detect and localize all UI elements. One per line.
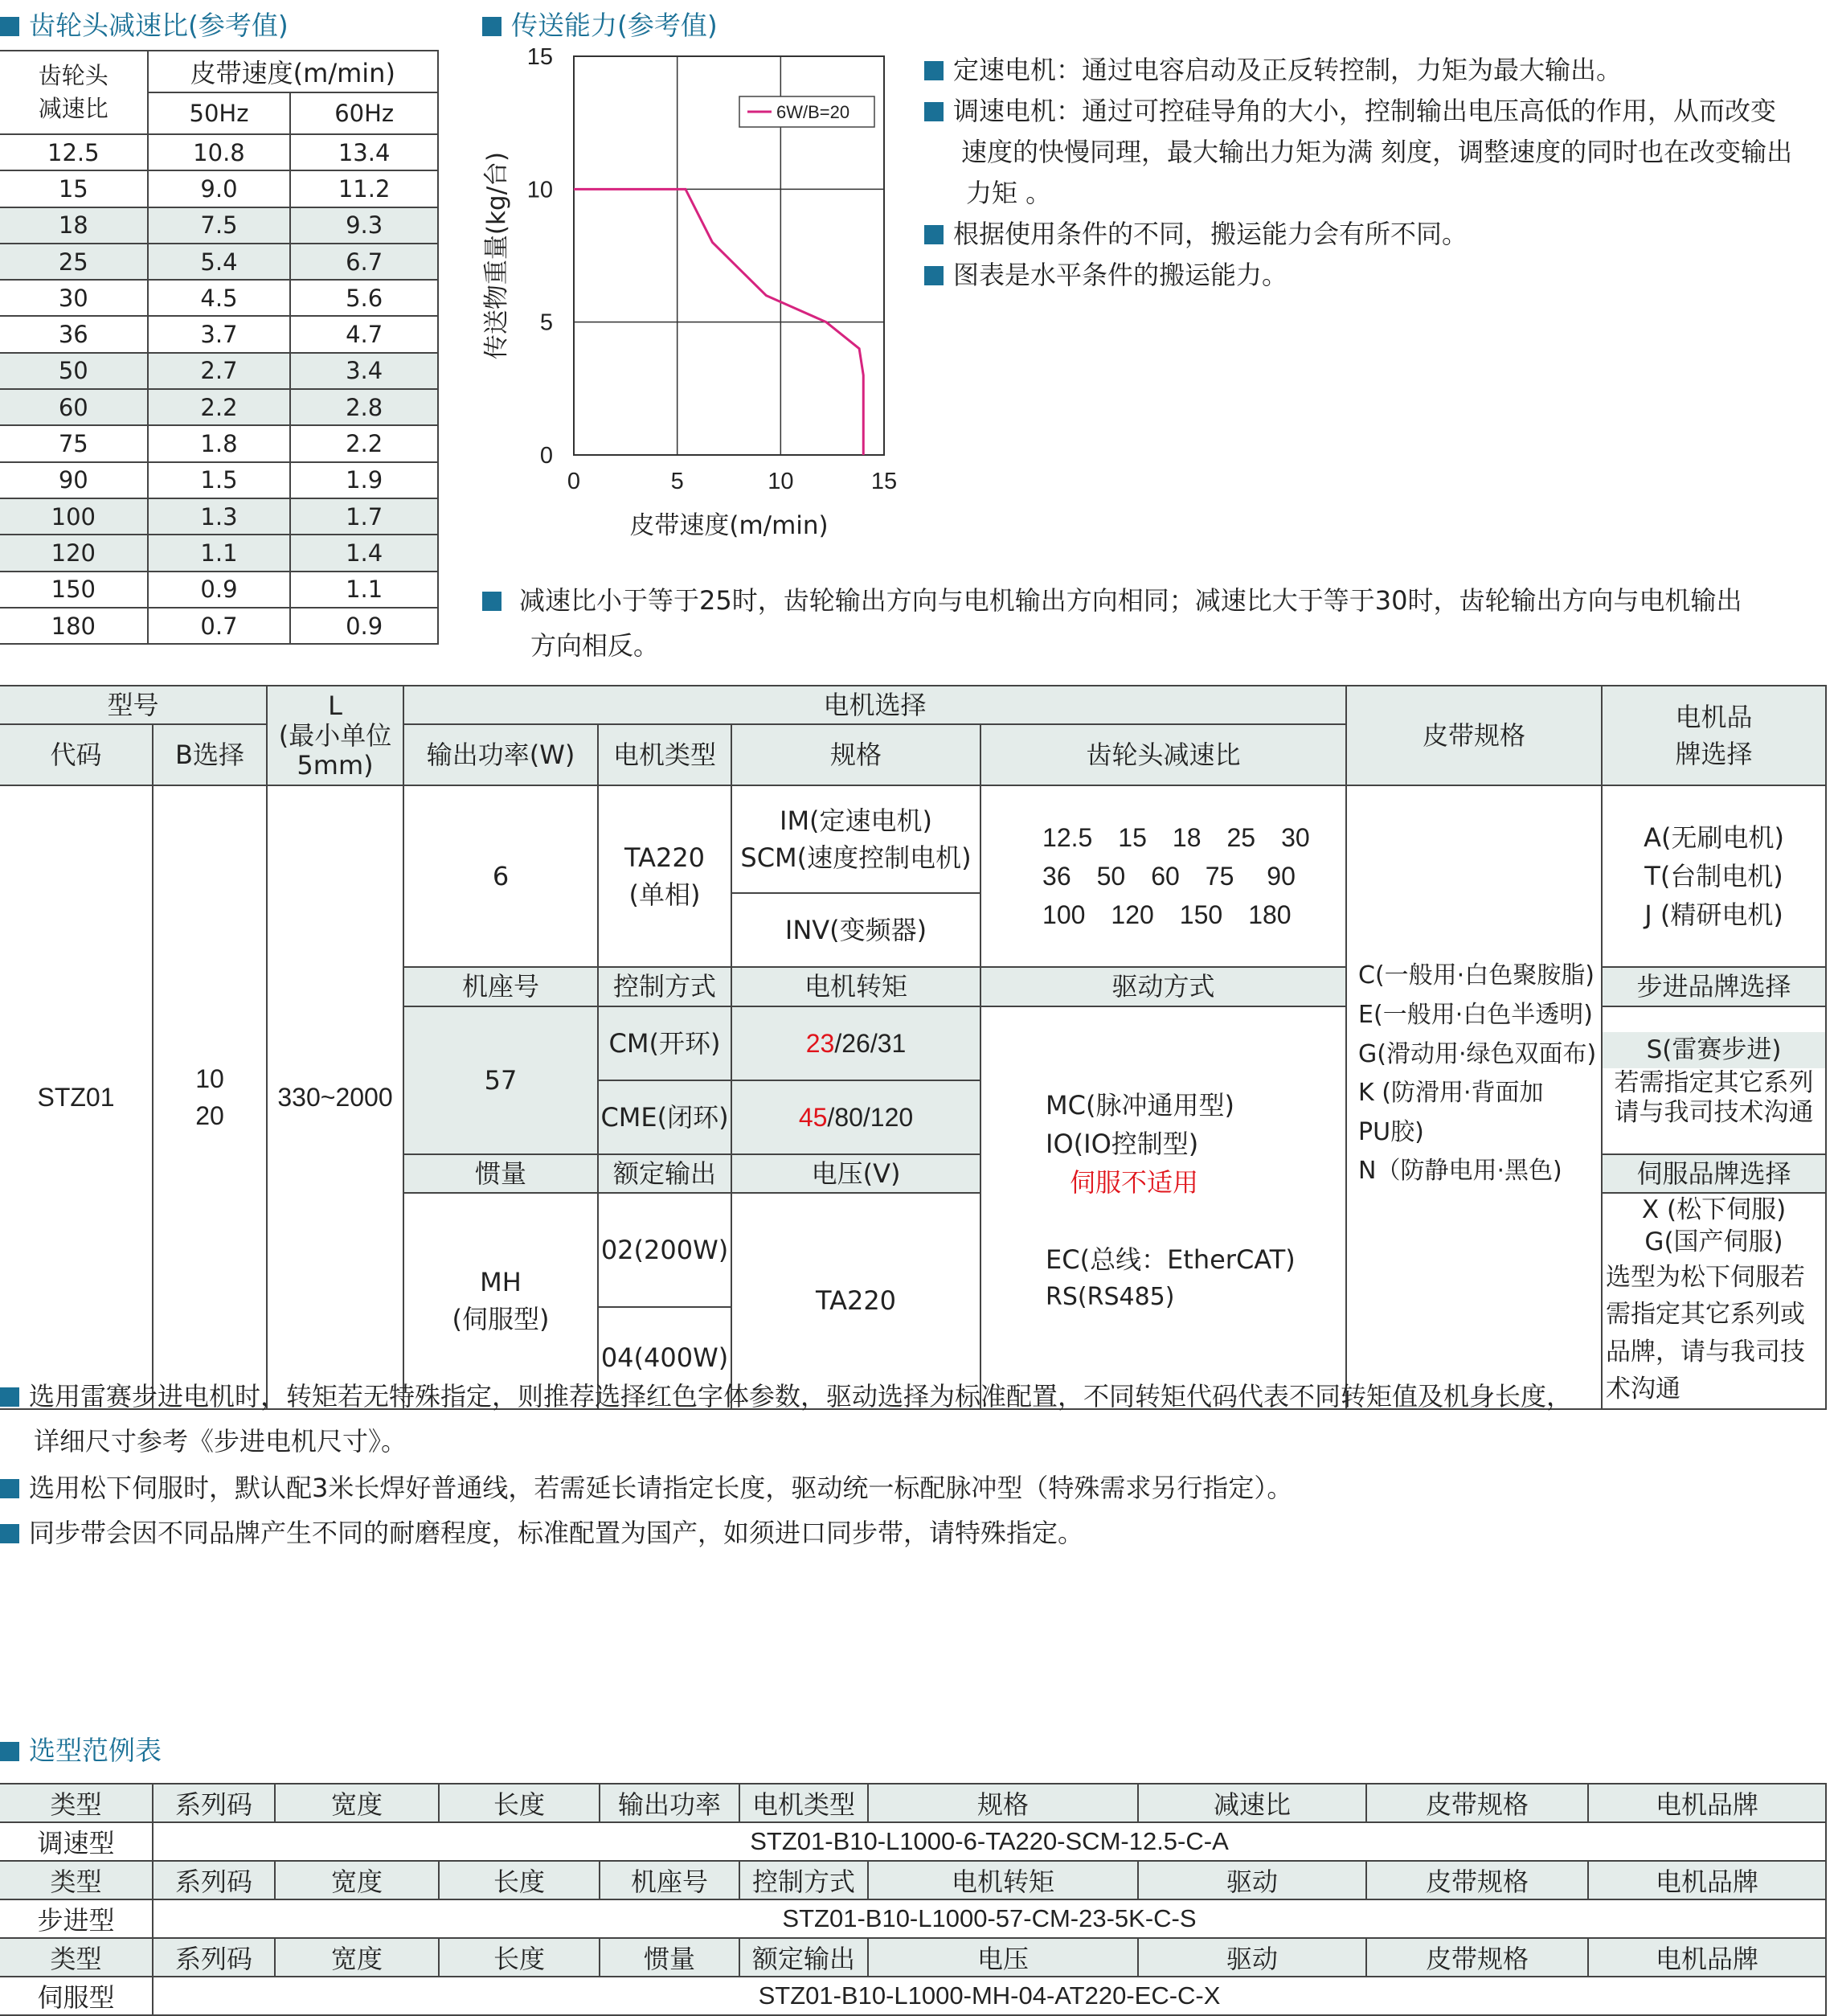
example-header-cell: 宽度: [275, 1784, 439, 1822]
example-header-cell: 惯量: [600, 1938, 739, 1977]
ratio-cell-ratio: 120: [0, 535, 148, 571]
ratio-row: [0, 389, 438, 425]
example-type-cell: 调速型: [0, 1822, 153, 1861]
square-bullet-icon: [482, 592, 501, 611]
square-bullet-icon: [924, 225, 944, 244]
torque-cell: 45/80/120: [731, 1080, 980, 1154]
square-bullet-icon: [924, 266, 944, 285]
gear-ratio-cell: 12.5 15 18 25 30 36 50 60 75 90 100 120 150 180: [980, 785, 1346, 967]
example-type-cell: 伺服型: [0, 1977, 153, 2015]
motor-note: 调速电机：通过可控硅导角的大小，控制输出电压高低的作用，从而改变: [924, 91, 1792, 132]
examples-table: [0, 1783, 1827, 2016]
motor-notes: [924, 50, 1792, 296]
control-cell: CME(闭环): [598, 1080, 731, 1154]
example-code-cell: STZ01-B10-L1000-MH-04-AT220-EC-C-X: [153, 1977, 1826, 2015]
square-bullet-icon: [924, 102, 944, 121]
example-header-cell: 额定输出: [739, 1938, 868, 1977]
example-header-cell: 宽度: [275, 1938, 439, 1977]
ratio-cell-ratio: 30: [0, 280, 148, 316]
ratio-col-header: 齿轮头 减速比: [0, 51, 148, 134]
brand-cell: A(无刷电机) T(台制电机) J (精研电机): [1602, 785, 1826, 967]
ratio-cell-ratio: 18: [0, 207, 148, 244]
ratio-cell-hz50: 4.5: [148, 280, 291, 316]
servo-brand-cell: X (松下伺服) G(国产伺服) 选型为松下伺服若 需指定其它系列或 品牌，请与我司技 术沟通: [1602, 1193, 1826, 1409]
ratio-cell-hz60: 1.1: [290, 572, 438, 608]
rated-cell: 04(400W): [598, 1307, 731, 1409]
motor-select-header: 电机选择: [403, 686, 1346, 724]
ratio-cell-hz60: 11.2: [290, 170, 438, 207]
spec-cell-inv: INV(变频器): [731, 893, 980, 967]
drive-header: 驱动方式: [980, 967, 1346, 1006]
speed-col-header: 皮带速度(m/min): [148, 51, 438, 92]
ratio-cell-hz50: 3.7: [148, 316, 291, 352]
example-header-cell: 电压: [868, 1938, 1138, 1977]
ratio-cell-hz60: 1.9: [290, 462, 438, 498]
ratio-cell-hz60: 13.4: [290, 134, 438, 170]
torque-header: 电机转矩: [731, 967, 980, 1006]
example-header-cell: 系列码: [153, 1861, 275, 1899]
drive-cell: MC(脉冲通用型) IO(IO控制型) 伺服不适用 EC(总线：EtherCAT) RS(RS485): [980, 1006, 1346, 1409]
power-cell: 6: [403, 785, 598, 967]
x-tick-label: 10: [768, 469, 794, 494]
code-header: 代码: [0, 724, 153, 785]
example-row: [0, 1899, 1826, 1938]
motor-note: 根据使用条件的不同，搬运能力会有所不同。: [924, 214, 1792, 255]
ratio-cell-hz60: 4.7: [290, 316, 438, 352]
ratio-row: [0, 425, 438, 461]
examples-heading: 选型范例表: [0, 1730, 162, 1768]
model-header: 型号: [0, 686, 267, 724]
example-code-cell: STZ01-B10-L1000-6-TA220-SCM-12.5-C-A: [153, 1822, 1826, 1861]
step-brand-header: 步进品牌选择: [1602, 967, 1826, 1006]
ratio-cell-ratio: 12.5: [0, 134, 148, 170]
rated-header: 额定输出: [598, 1154, 731, 1193]
y-axis-label: 传送物重量(kg/台): [482, 151, 511, 360]
ratio-cell-hz50: 10.8: [148, 134, 291, 170]
ratio-cell-hz60: 3.4: [290, 353, 438, 389]
x-tick-label: 0: [567, 469, 581, 494]
example-header-cell: 电机品牌: [1588, 1784, 1826, 1822]
example-header-cell: 皮带规格: [1366, 1938, 1588, 1977]
ratio-cell-hz50: 9.0: [148, 170, 291, 207]
bottom-note: 选用雷赛步进电机时，转矩若无特殊指定，则推荐选择红色字体参数，驱动选择为标准配置，不同转矩代码代表不同转矩值及机身长度，: [0, 1376, 1572, 1413]
length-cell: 330~2000: [267, 785, 403, 1408]
ratio-cell-hz60: 5.6: [290, 280, 438, 316]
example-type-cell: 步进型: [0, 1899, 153, 1938]
hz60-col-header: 60Hz: [290, 92, 438, 134]
frame-cell: 57: [403, 1006, 598, 1154]
direction-note: 减速比小于等于25时，齿轮输出方向与电机输出方向相同；减速比大于等于30时，齿轮输出方向与电机输出: [482, 580, 1742, 617]
y-tick-label: 15: [526, 44, 553, 70]
ratio-cell-ratio: 100: [0, 498, 148, 535]
example-header-row: [0, 1784, 1826, 1822]
square-bullet-icon: [0, 1479, 19, 1498]
square-bullet-icon: [0, 17, 19, 36]
example-header-cell: 长度: [439, 1861, 600, 1899]
example-header-cell: 规格: [868, 1784, 1138, 1822]
ratio-row: [0, 316, 438, 352]
ratio-row: [0, 244, 438, 280]
example-header-cell: 宽度: [275, 1861, 439, 1899]
motor-note-cont: 力矩 。: [966, 178, 1052, 208]
ratio-cell-ratio: 50: [0, 353, 148, 389]
legend-label: 6W/B=20: [776, 102, 850, 122]
example-header-cell: 类型: [0, 1861, 153, 1899]
ratio-cell-ratio: 25: [0, 244, 148, 280]
belt-cell: C(一般用·白色聚胺脂) E(一般用·白色半透明) G(滑动用·绿色双面布) K (防滑用·背面加 PU胶) N（防静电用·黑色): [1346, 785, 1602, 1408]
example-header-cell: 系列码: [153, 1784, 275, 1822]
ratio-row: [0, 535, 438, 571]
ratio-cell-ratio: 36: [0, 316, 148, 352]
selection-table: [0, 685, 1827, 1410]
example-header-cell: 输出功率: [600, 1784, 739, 1822]
square-bullet-icon: [0, 1387, 19, 1407]
rated-cell: 02(200W): [598, 1193, 731, 1306]
ratio-row: [0, 207, 438, 244]
example-header-row: [0, 1938, 1826, 1977]
ratio-row: [0, 498, 438, 535]
example-header-cell: 驱动: [1138, 1861, 1366, 1899]
ratio-cell-hz50: 5.4: [148, 244, 291, 280]
example-header-cell: 减速比: [1138, 1784, 1366, 1822]
example-header-cell: 驱动: [1138, 1938, 1366, 1977]
example-row: [0, 1977, 1826, 2015]
y-tick-label: 0: [539, 443, 553, 469]
ratio-cell-ratio: 60: [0, 389, 148, 425]
example-header-cell: 电机转矩: [868, 1861, 1138, 1899]
gear-ratio-header: 齿轮头减速比: [980, 724, 1346, 785]
torque-cell: 23/26/31: [731, 1006, 980, 1080]
x-tick-label: 15: [870, 469, 898, 494]
ratio-cell-ratio: 15: [0, 170, 148, 207]
example-header-cell: 电机品牌: [1588, 1861, 1826, 1899]
ratio-row: [0, 608, 438, 644]
hz50-col-header: 50Hz: [148, 92, 291, 134]
b-cell: 10 20: [153, 785, 267, 1408]
motor-type-header: 电机类型: [598, 724, 731, 785]
length-header: L (最小单位 5mm): [267, 686, 403, 785]
ratio-cell-ratio: 180: [0, 608, 148, 644]
brand-header: 电机品 牌选择: [1602, 686, 1826, 785]
example-header-cell: 类型: [0, 1784, 153, 1822]
example-header-cell: 长度: [439, 1784, 600, 1822]
frame-header: 机座号: [403, 967, 598, 1006]
ratio-table: [0, 50, 439, 645]
example-header-row: [0, 1861, 1826, 1899]
capacity-chart: [474, 40, 908, 555]
example-header-cell: 机座号: [600, 1861, 739, 1899]
example-header-cell: 系列码: [153, 1938, 275, 1977]
ratio-row: [0, 353, 438, 389]
step-brand-cell: S(雷赛步进) 若需指定其它系列 请与我司技术沟通: [1602, 1006, 1826, 1154]
motor-type-cell: TA220 (单相): [598, 785, 731, 967]
bottom-note: 选用松下伺服时，默认配3米长焊好普通线，若需延长请指定长度，驱动统一标配脉冲型（特殊需求另行指定）。: [0, 1468, 1292, 1505]
example-header-cell: 长度: [439, 1938, 600, 1977]
ratio-cell-hz60: 2.2: [290, 425, 438, 461]
bottom-note-cont: 详细尺寸参考《步进电机尺寸》。: [34, 1426, 407, 1457]
belt-header: 皮带规格: [1346, 686, 1602, 785]
voltage-header: 电压(V): [731, 1154, 980, 1193]
ratio-row: [0, 170, 438, 207]
power-header: 输出功率(W): [403, 724, 598, 785]
ratio-cell-hz50: 7.5: [148, 207, 291, 244]
example-header-cell: 皮带规格: [1366, 1861, 1588, 1899]
square-bullet-icon: [0, 1742, 19, 1761]
ratio-row: [0, 572, 438, 608]
example-header-cell: 皮带规格: [1366, 1784, 1588, 1822]
spec-header: 规格: [731, 724, 980, 785]
control-header: 控制方式: [598, 967, 731, 1006]
ratio-cell-hz50: 2.7: [148, 353, 291, 389]
example-row: [0, 1822, 1826, 1861]
inertia-cell: MH (伺服型): [403, 1193, 598, 1409]
example-header-cell: 类型: [0, 1938, 153, 1977]
ratio-cell-ratio: 150: [0, 572, 148, 608]
ratio-cell-hz50: 1.8: [148, 425, 291, 461]
bottom-note: 同步带会因不同品牌产生不同的耐磨程度，标准配置为国产，如须进口同步带，请特殊指定。: [0, 1513, 1083, 1550]
ratio-cell-hz50: 1.3: [148, 498, 291, 535]
ratio-cell-hz60: 0.9: [290, 608, 438, 644]
example-header-cell: 电机类型: [739, 1784, 868, 1822]
direction-note-cont: 方向相反。: [530, 630, 660, 661]
ratio-cell-ratio: 90: [0, 462, 148, 498]
x-axis-label: 皮带速度(m/min): [629, 511, 829, 540]
inertia-header: 惯量: [403, 1154, 598, 1193]
code-cell: STZ01: [0, 785, 153, 1408]
ratio-heading: 齿轮头减速比(参考值): [0, 5, 289, 43]
spec-cell: IM(定速电机) SCM(速度控制电机): [731, 785, 980, 893]
ratio-cell-ratio: 75: [0, 425, 148, 461]
voltage-cell: TA220: [731, 1193, 980, 1409]
control-cell: CM(开环): [598, 1006, 731, 1080]
ratio-cell-hz60: 1.7: [290, 498, 438, 535]
y-tick-label: 10: [526, 177, 553, 203]
example-header-cell: 控制方式: [739, 1861, 868, 1899]
ratio-cell-hz50: 0.7: [148, 608, 291, 644]
ratio-row: [0, 134, 438, 170]
ratio-row: [0, 462, 438, 498]
ratio-cell-hz60: 2.8: [290, 389, 438, 425]
square-bullet-icon: [0, 1524, 19, 1543]
x-tick-label: 5: [670, 469, 684, 494]
square-bullet-icon: [482, 17, 501, 36]
motor-note: 图表是水平条件的搬运能力。: [924, 255, 1792, 296]
ratio-cell-hz50: 1.5: [148, 462, 291, 498]
ratio-cell-hz50: 1.1: [148, 535, 291, 571]
capacity-heading: 传送能力(参考值): [482, 5, 718, 43]
square-bullet-icon: [924, 61, 944, 80]
motor-note-cont: 速度的快慢同理，最大输出力矩为满 刻度，调整速度的同时也在改变输出: [961, 137, 1793, 167]
ratio-cell-hz60: 9.3: [290, 207, 438, 244]
example-header-cell: 电机品牌: [1588, 1938, 1826, 1977]
ratio-cell-hz60: 1.4: [290, 535, 438, 571]
y-tick-label: 5: [539, 309, 553, 336]
ratio-cell-hz50: 0.9: [148, 572, 291, 608]
example-code-cell: STZ01-B10-L1000-57-CM-23-5K-C-S: [153, 1899, 1826, 1938]
ratio-row: [0, 280, 438, 316]
motor-note: 定速电机：通过电容启动及正反转控制，力矩为最大输出。: [924, 50, 1792, 91]
ratio-cell-hz50: 2.2: [148, 389, 291, 425]
ratio-cell-hz60: 6.7: [290, 244, 438, 280]
servo-brand-header: 伺服品牌选择: [1602, 1154, 1826, 1193]
b-header: B选择: [153, 724, 267, 785]
